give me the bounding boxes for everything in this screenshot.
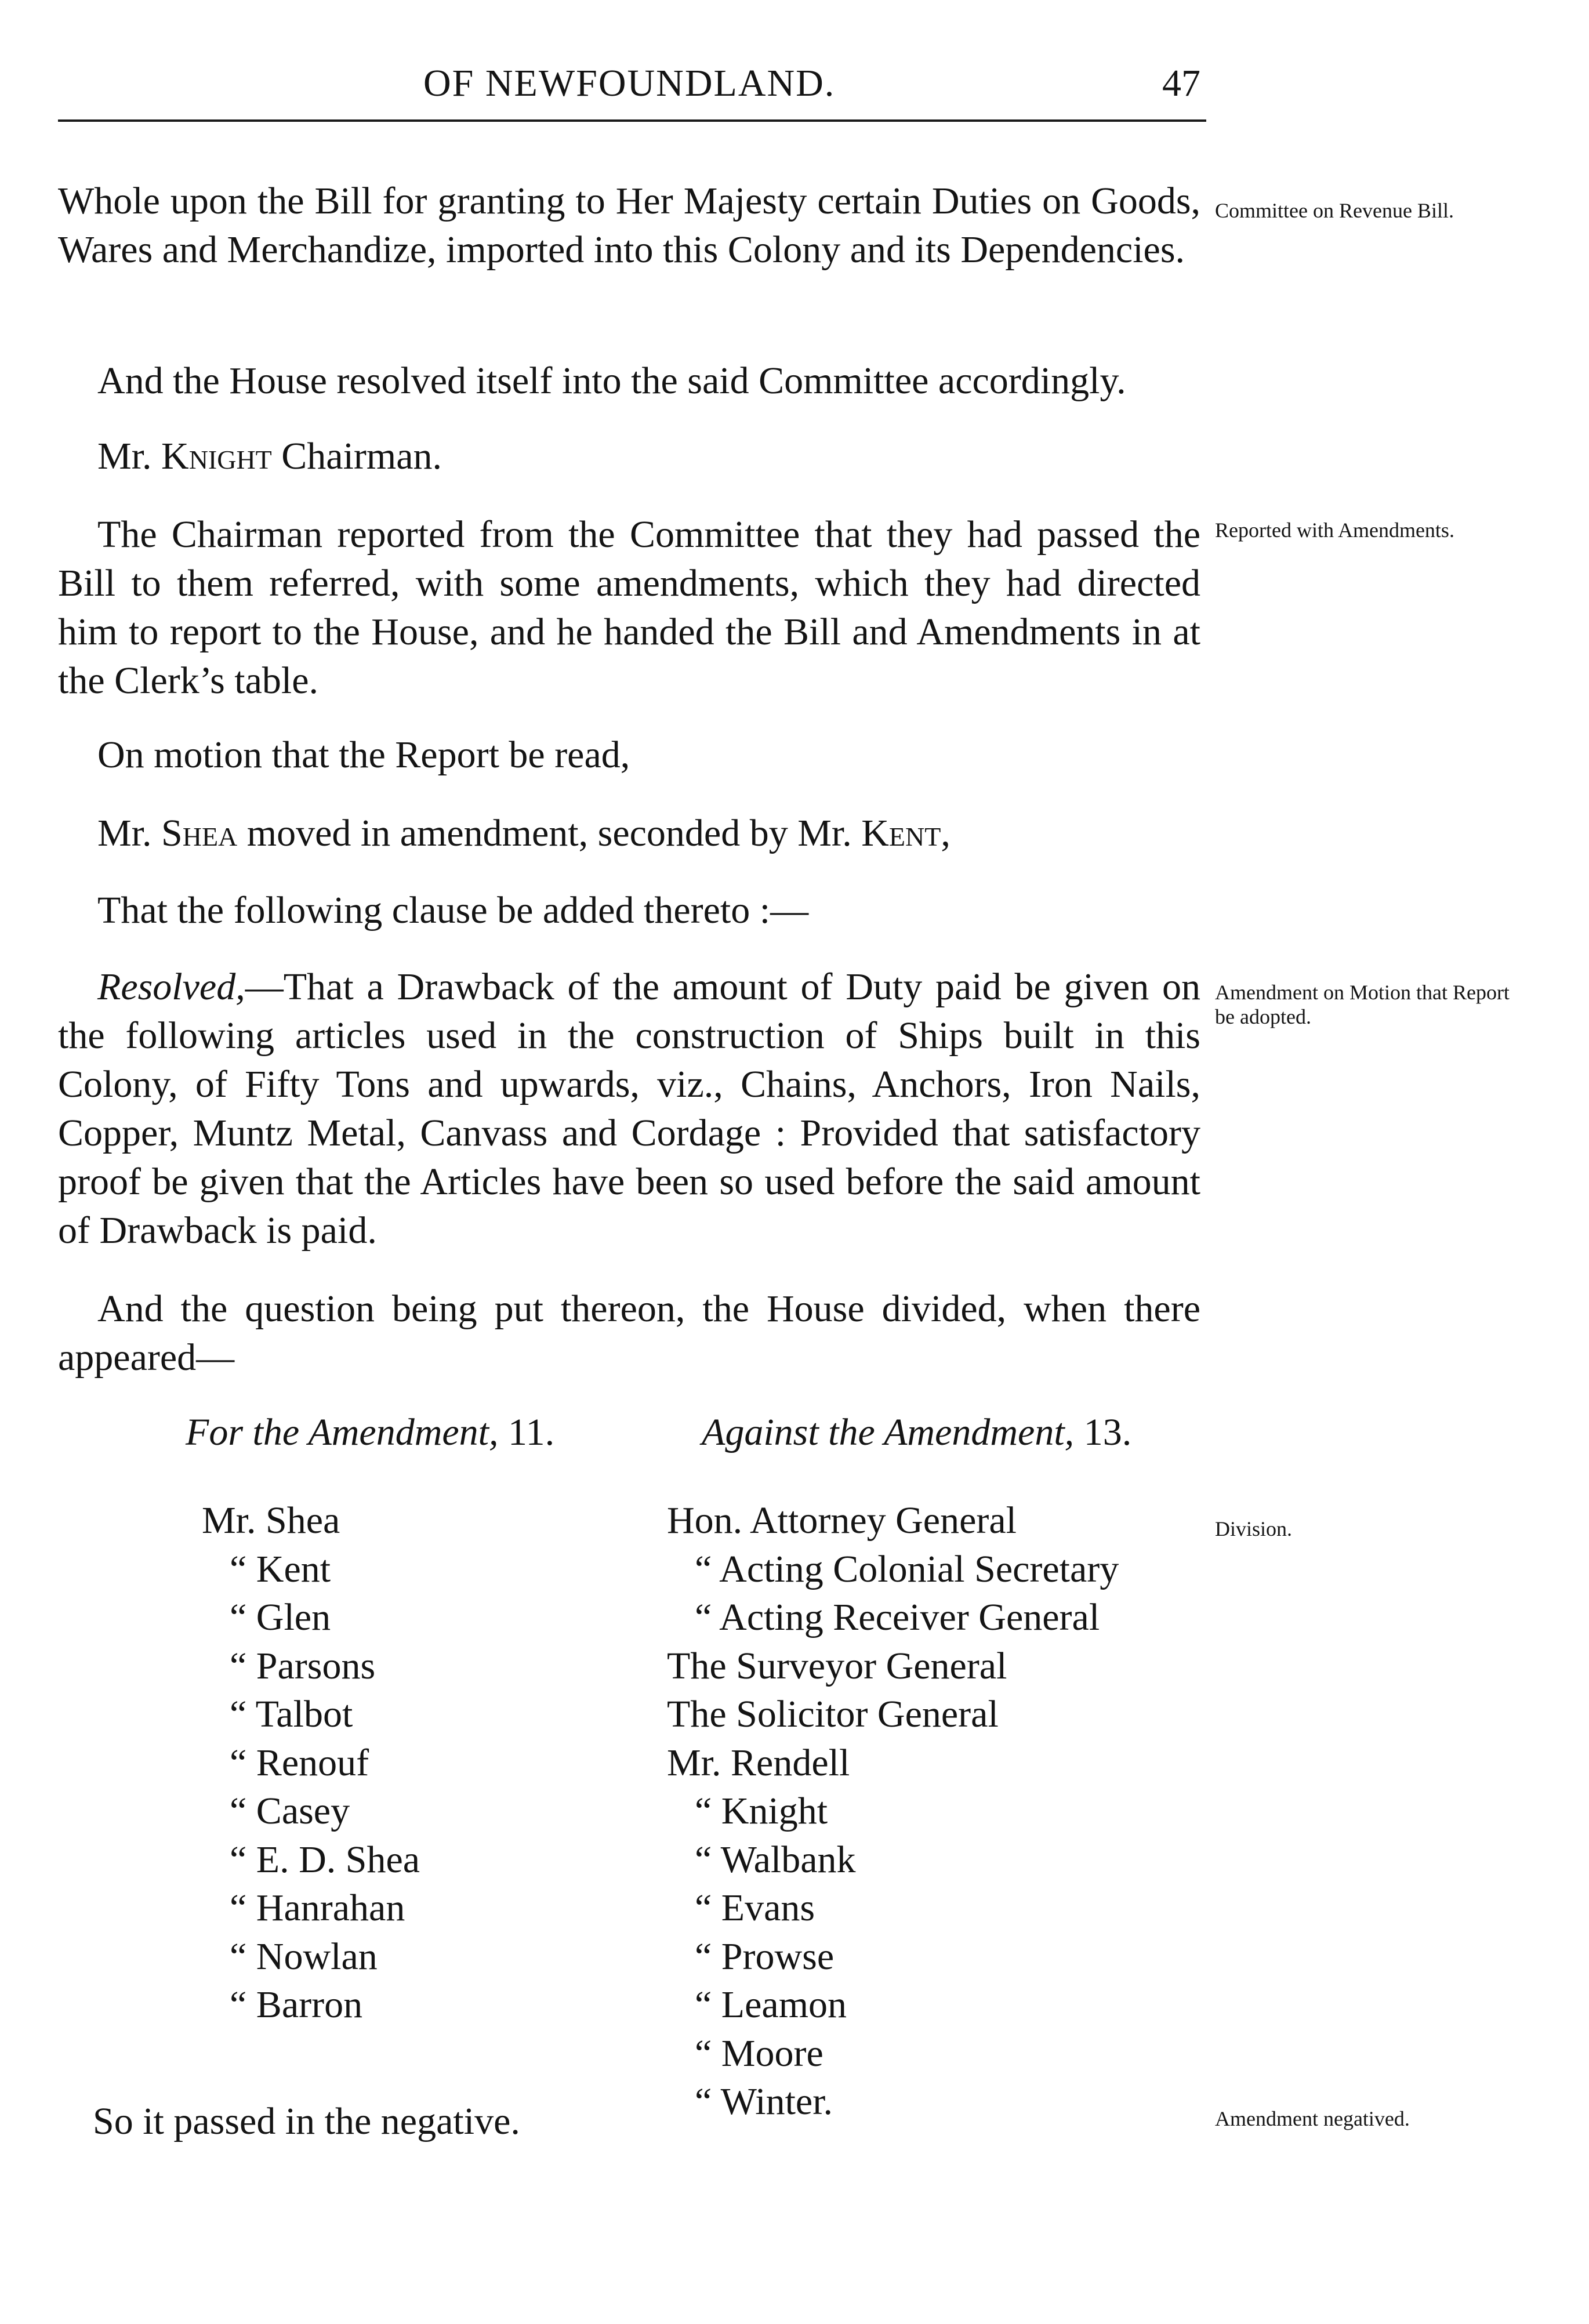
against-member: “ Acting Colonial Secretary	[695, 1547, 1119, 1590]
for-member: “ Talbot	[230, 1693, 353, 1735]
paragraph-motion-report-read: On motion that the Report be read,	[97, 734, 630, 776]
against-amendment-list	[667, 1496, 1119, 2126]
for-member: “ Parsons	[230, 1644, 376, 1687]
margin-note-amendment-on-motion: Amendment on Motion that Report be adopted.	[1215, 981, 1510, 1028]
paragraph-committee-of-whole: Whole upon the Bill for granting to Her Majesty certain Duties on Goods, Wares and Merchandize, imported into this Colony and its Dependencies.	[58, 180, 1200, 271]
paragraph-clause-added: That the following clause be added thereto :—	[97, 889, 809, 931]
chairman-prefix: Mr.	[97, 435, 162, 477]
margin-note-reported-with-amendments: Reported with Amendments.	[1215, 519, 1454, 542]
against-member: “ Knight	[695, 1790, 828, 1832]
for-member: “ Glen	[230, 1596, 331, 1638]
against-amendment-count: 13.	[1083, 1411, 1132, 1453]
for-member: “ Hanrahan	[230, 1887, 405, 1929]
for-member: “ Barron	[230, 1984, 363, 2026]
for-member: “ Kent	[230, 1547, 331, 1590]
against-member: “ Acting Receiver General	[695, 1596, 1100, 1638]
margin-note-amendment-negatived: Amendment negatived.	[1215, 2107, 1410, 2130]
against-member: The Surveyor General	[667, 1644, 1007, 1687]
paragraph-resolved	[58, 963, 1200, 1255]
for-amendment-count: 11.	[508, 1411, 555, 1453]
against-member: “ Prowse	[695, 1935, 835, 1978]
for-member: “ Renouf	[230, 1741, 369, 1784]
against-amendment-header	[702, 1411, 1131, 1455]
margin-note-division: Division.	[1215, 1517, 1293, 1540]
for-member: “ Nowlan	[230, 1935, 378, 1978]
for-amendment-label: For the Amendment,	[186, 1411, 499, 1453]
against-member: Hon. Attorney General	[667, 1499, 1017, 1542]
for-member: “ E. D. Shea	[230, 1838, 420, 1881]
against-member: “ Walbank	[695, 1838, 856, 1881]
mover-name: Shea	[161, 812, 238, 854]
margin-note-committee-revenue-bill: Committee on Revenue Bill.	[1215, 199, 1454, 222]
paragraph-question-put: And the question being put thereon, the House divided, when there appeared—	[58, 1288, 1200, 1379]
amendment-text-b: moved in amendment, seconded by Mr.	[237, 812, 862, 854]
against-member: “ Winter.	[695, 2080, 833, 2123]
paragraph-chairman-report: The Chairman reported from the Committee that they had passed the Bill to them referred, with some amendments, which they had directed him to report to the House, and he handed the Bill and Amendments in at the Clerk’s table.	[58, 513, 1200, 702]
chairman-suffix: Chairman.	[271, 435, 442, 477]
page-number: 47	[1162, 62, 1200, 104]
running-head: OF NEWFOUNDLAND.	[423, 62, 836, 104]
resolved-lead: Resolved,	[97, 966, 245, 1008]
against-member: “ Moore	[695, 2032, 823, 2075]
for-amendment-header	[186, 1411, 554, 1455]
for-member: “ Casey	[230, 1790, 350, 1832]
against-member: “ Evans	[695, 1887, 815, 1929]
against-member: “ Leamon	[695, 1984, 847, 2026]
amendment-text-c: ,	[941, 812, 951, 854]
amendment-text-a: Mr.	[97, 812, 162, 854]
for-amendment-list	[202, 1496, 420, 2029]
paragraph-amendment-moved	[58, 809, 1200, 858]
against-member: The Solicitor General	[667, 1693, 999, 1735]
page-header	[58, 56, 1206, 122]
division-result: So it passed in the negative.	[93, 2100, 520, 2142]
paragraph-house-resolved: And the House resolved itself into the said Committee accordingly.	[97, 360, 1126, 402]
paragraph-chairman	[58, 432, 1200, 481]
resolved-body: —That a Drawback of the amount of Duty paid be given on the following articles used in the construction of Ships built in this Colony, of Fifty Tons and upwards, viz., Chains, Anchors, Iron Nails, Copper, Muntz Metal, Canvass and Cordage : Provided that satisfactory proof be given that the Articles have been so used before the said amount of Drawback is paid.	[58, 966, 1200, 1252]
chairman-name: Knight	[161, 435, 272, 477]
seconder-name: Kent	[861, 812, 941, 854]
for-member: Mr. Shea	[202, 1499, 340, 1542]
against-amendment-label: Against the Amendment,	[702, 1411, 1075, 1453]
against-member: Mr. Rendell	[667, 1741, 850, 1784]
